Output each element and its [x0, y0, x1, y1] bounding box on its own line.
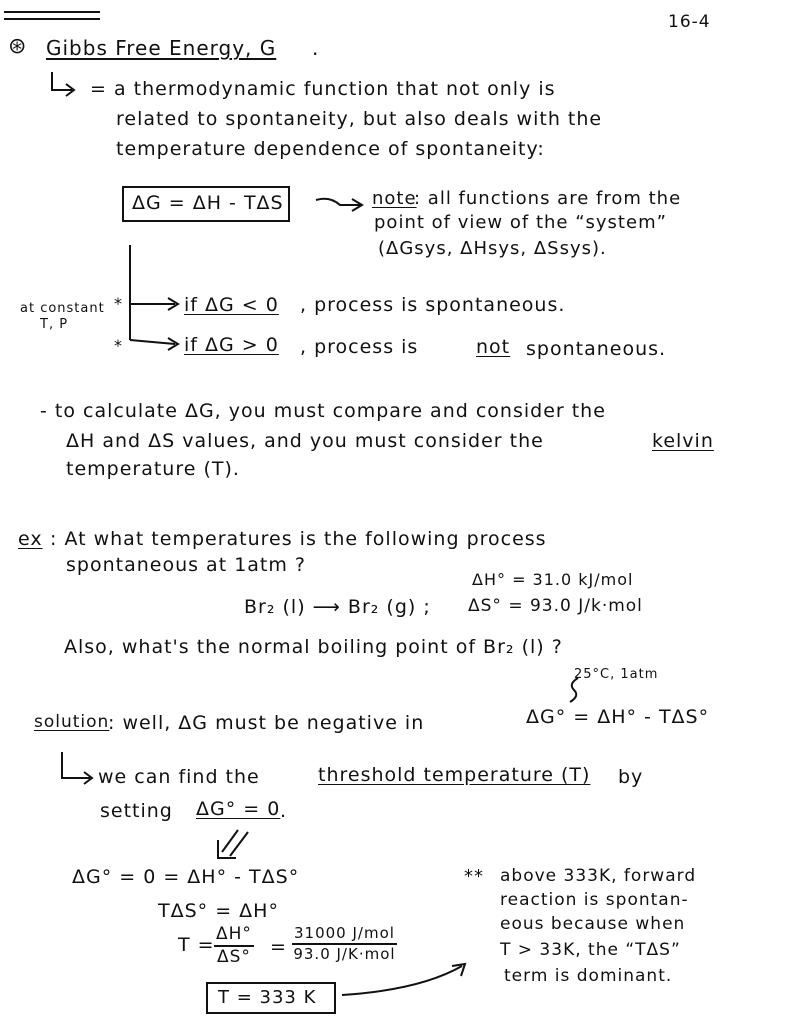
set-gibbs-zero: ΔG° = 0 — [196, 798, 281, 820]
solution-line-2a: we can find the — [98, 766, 260, 788]
derivation-step-2: TΔS° = ΔH° — [158, 900, 279, 922]
star-1-icon: * — [114, 294, 123, 313]
calc-line-2a: ΔH and ΔS values, and you must consider the — [66, 430, 544, 452]
solution-line-3b: . — [280, 800, 288, 822]
reaction-equation: Br₂ (l) ⟶ Br₂ (g) ; — [244, 596, 431, 618]
fraction-1-denominator: ΔS° — [217, 947, 251, 967]
example-label: ex — [18, 528, 43, 550]
fraction-dh-ds — [214, 926, 254, 966]
side-note-line-4: T > 33K, the “TΔS” — [500, 940, 681, 960]
delta-s-value: ΔS° = 93.0 J/k·mol — [468, 596, 643, 616]
side-note-stars: ** — [464, 866, 484, 887]
page-number: 16-4 — [668, 12, 711, 32]
result-temperature: T = 333 K — [218, 987, 317, 1008]
note-label: note — [372, 188, 417, 209]
side-note-line-1: above 333K, forward — [500, 866, 697, 886]
calc-line-1: - to calculate ΔG, you must compare and consider the — [40, 400, 606, 422]
example-also: Also, what's the normal boiling point of Br₂ (l) ? — [64, 636, 563, 658]
solution-label: solution — [34, 712, 110, 732]
side-note-line-2: reaction is spontan- — [500, 890, 689, 910]
example-line-2: spontaneous at 1atm ? — [66, 554, 307, 576]
side-note-line-3: eous because when — [500, 914, 686, 934]
solution-equation: ΔG° = ΔH° - TΔS° — [526, 706, 710, 728]
case1-condition: if ΔG < 0 — [184, 294, 279, 316]
note-line-1: : all functions are from the — [414, 188, 682, 209]
note-line-3: (ΔGsys, ΔHsys, ΔSsys). — [378, 238, 607, 259]
derivation-step-3-lhs: T = — [178, 934, 215, 956]
derivation-step-1: ΔG° = 0 = ΔH° - TΔS° — [72, 866, 300, 888]
equation-box — [122, 186, 290, 222]
fraction-2-numerator: 31000 J/mol — [292, 926, 397, 945]
threshold-temperature: threshold temperature (T) — [318, 764, 591, 786]
page-title: Gibbs Free Energy, G — [46, 36, 277, 60]
star-2-icon: * — [114, 336, 123, 355]
title-bullet-icon: ⊛ — [8, 34, 28, 59]
solution-line-3a: setting — [100, 800, 173, 822]
side-label-1: at constant — [20, 301, 105, 316]
side-note-line-5: term is dominant. — [504, 966, 673, 986]
definition-line-1: = a thermodynamic function that not only is — [90, 78, 556, 100]
delta-h-value: ΔH° = 31.0 kJ/mol — [472, 570, 634, 589]
case2-condition: if ΔG > 0 — [184, 334, 279, 356]
case2-not: not — [476, 336, 511, 358]
case2-text-b: spontaneous. — [526, 338, 667, 360]
fraction-values — [292, 926, 397, 962]
case1-text: , process is spontaneous. — [300, 294, 566, 316]
definition-line-2: related to spontaneity, but also deals with the — [116, 108, 603, 130]
example-line-1: : At what temperatures is the following process — [50, 528, 547, 550]
condition-note: 25°C, 1atm — [574, 667, 659, 682]
solution-text: : well, ΔG must be negative in — [108, 712, 425, 734]
title-period: . — [312, 36, 320, 60]
calc-line-3: temperature (T). — [66, 458, 240, 480]
kelvin-word: kelvin — [652, 430, 714, 452]
solution-line-2b: by — [618, 766, 644, 788]
note-line-2: point of view of the “system” — [374, 212, 667, 233]
derivation-equals: = — [270, 936, 287, 958]
gibbs-equation: ΔG = ΔH - TΔS — [132, 192, 284, 214]
definition-line-3: temperature dependence of spontaneity: — [116, 138, 545, 160]
side-label-2: T, P — [40, 317, 69, 332]
fraction-2-denominator: 93.0 J/K·mol — [293, 945, 396, 963]
result-arrow-icon — [342, 966, 462, 995]
case2-text-a: , process is — [300, 336, 419, 358]
result-box — [206, 982, 336, 1014]
fraction-1-numerator: ΔH° — [214, 926, 254, 947]
